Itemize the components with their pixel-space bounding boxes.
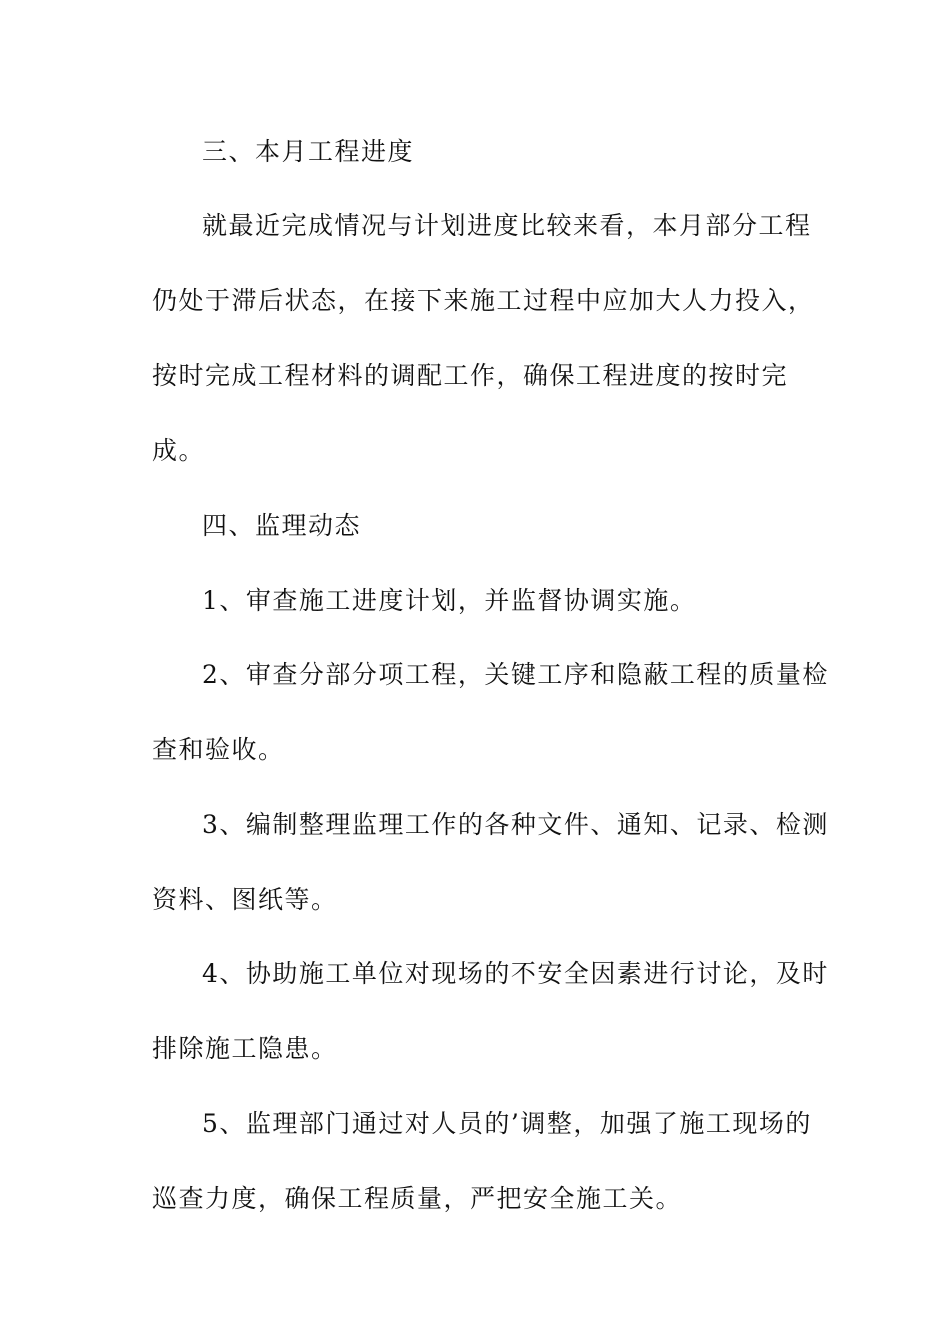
paragraph-line: 按时完成工程材料的调配工作，确保工程进度的按时完 [152,361,789,390]
list-item-4-continued: 排除施工隐患。 [152,1034,338,1063]
paragraph-line: 仍处于滞后状态，在接下来施工过程中应加大人力投入， [152,286,815,315]
list-item-5: 5、监理部门通过对人员的’调整，加强了施工现场的 [202,1109,812,1138]
paragraph-line: 就最近完成情况与计划进度比较来看，本月部分工程 [202,211,812,240]
list-item-2: 2、审查分部分项工程，关键工序和隐蔽工程的质量检 [202,660,829,689]
section-heading-supervision: 四、监理动态 [202,511,362,540]
list-item-4: 4、协助施工单位对现场的不安全因素进行讨论，及时 [202,959,829,988]
list-item-2-continued: 查和验收。 [152,735,285,764]
list-item-3-continued: 资料、图纸等。 [152,885,338,914]
paragraph-line: 成。 [152,436,206,465]
section-heading-progress: 三、本月工程进度 [202,137,415,166]
list-item-1: 1、审查施工进度计划，并监督协调实施。 [202,586,697,615]
list-item-3: 3、编制整理监理工作的各种文件、通知、记录、检测 [202,810,829,839]
list-item-5-continued: 巡查力度，确保工程质量，严把安全施工关。 [152,1184,683,1213]
